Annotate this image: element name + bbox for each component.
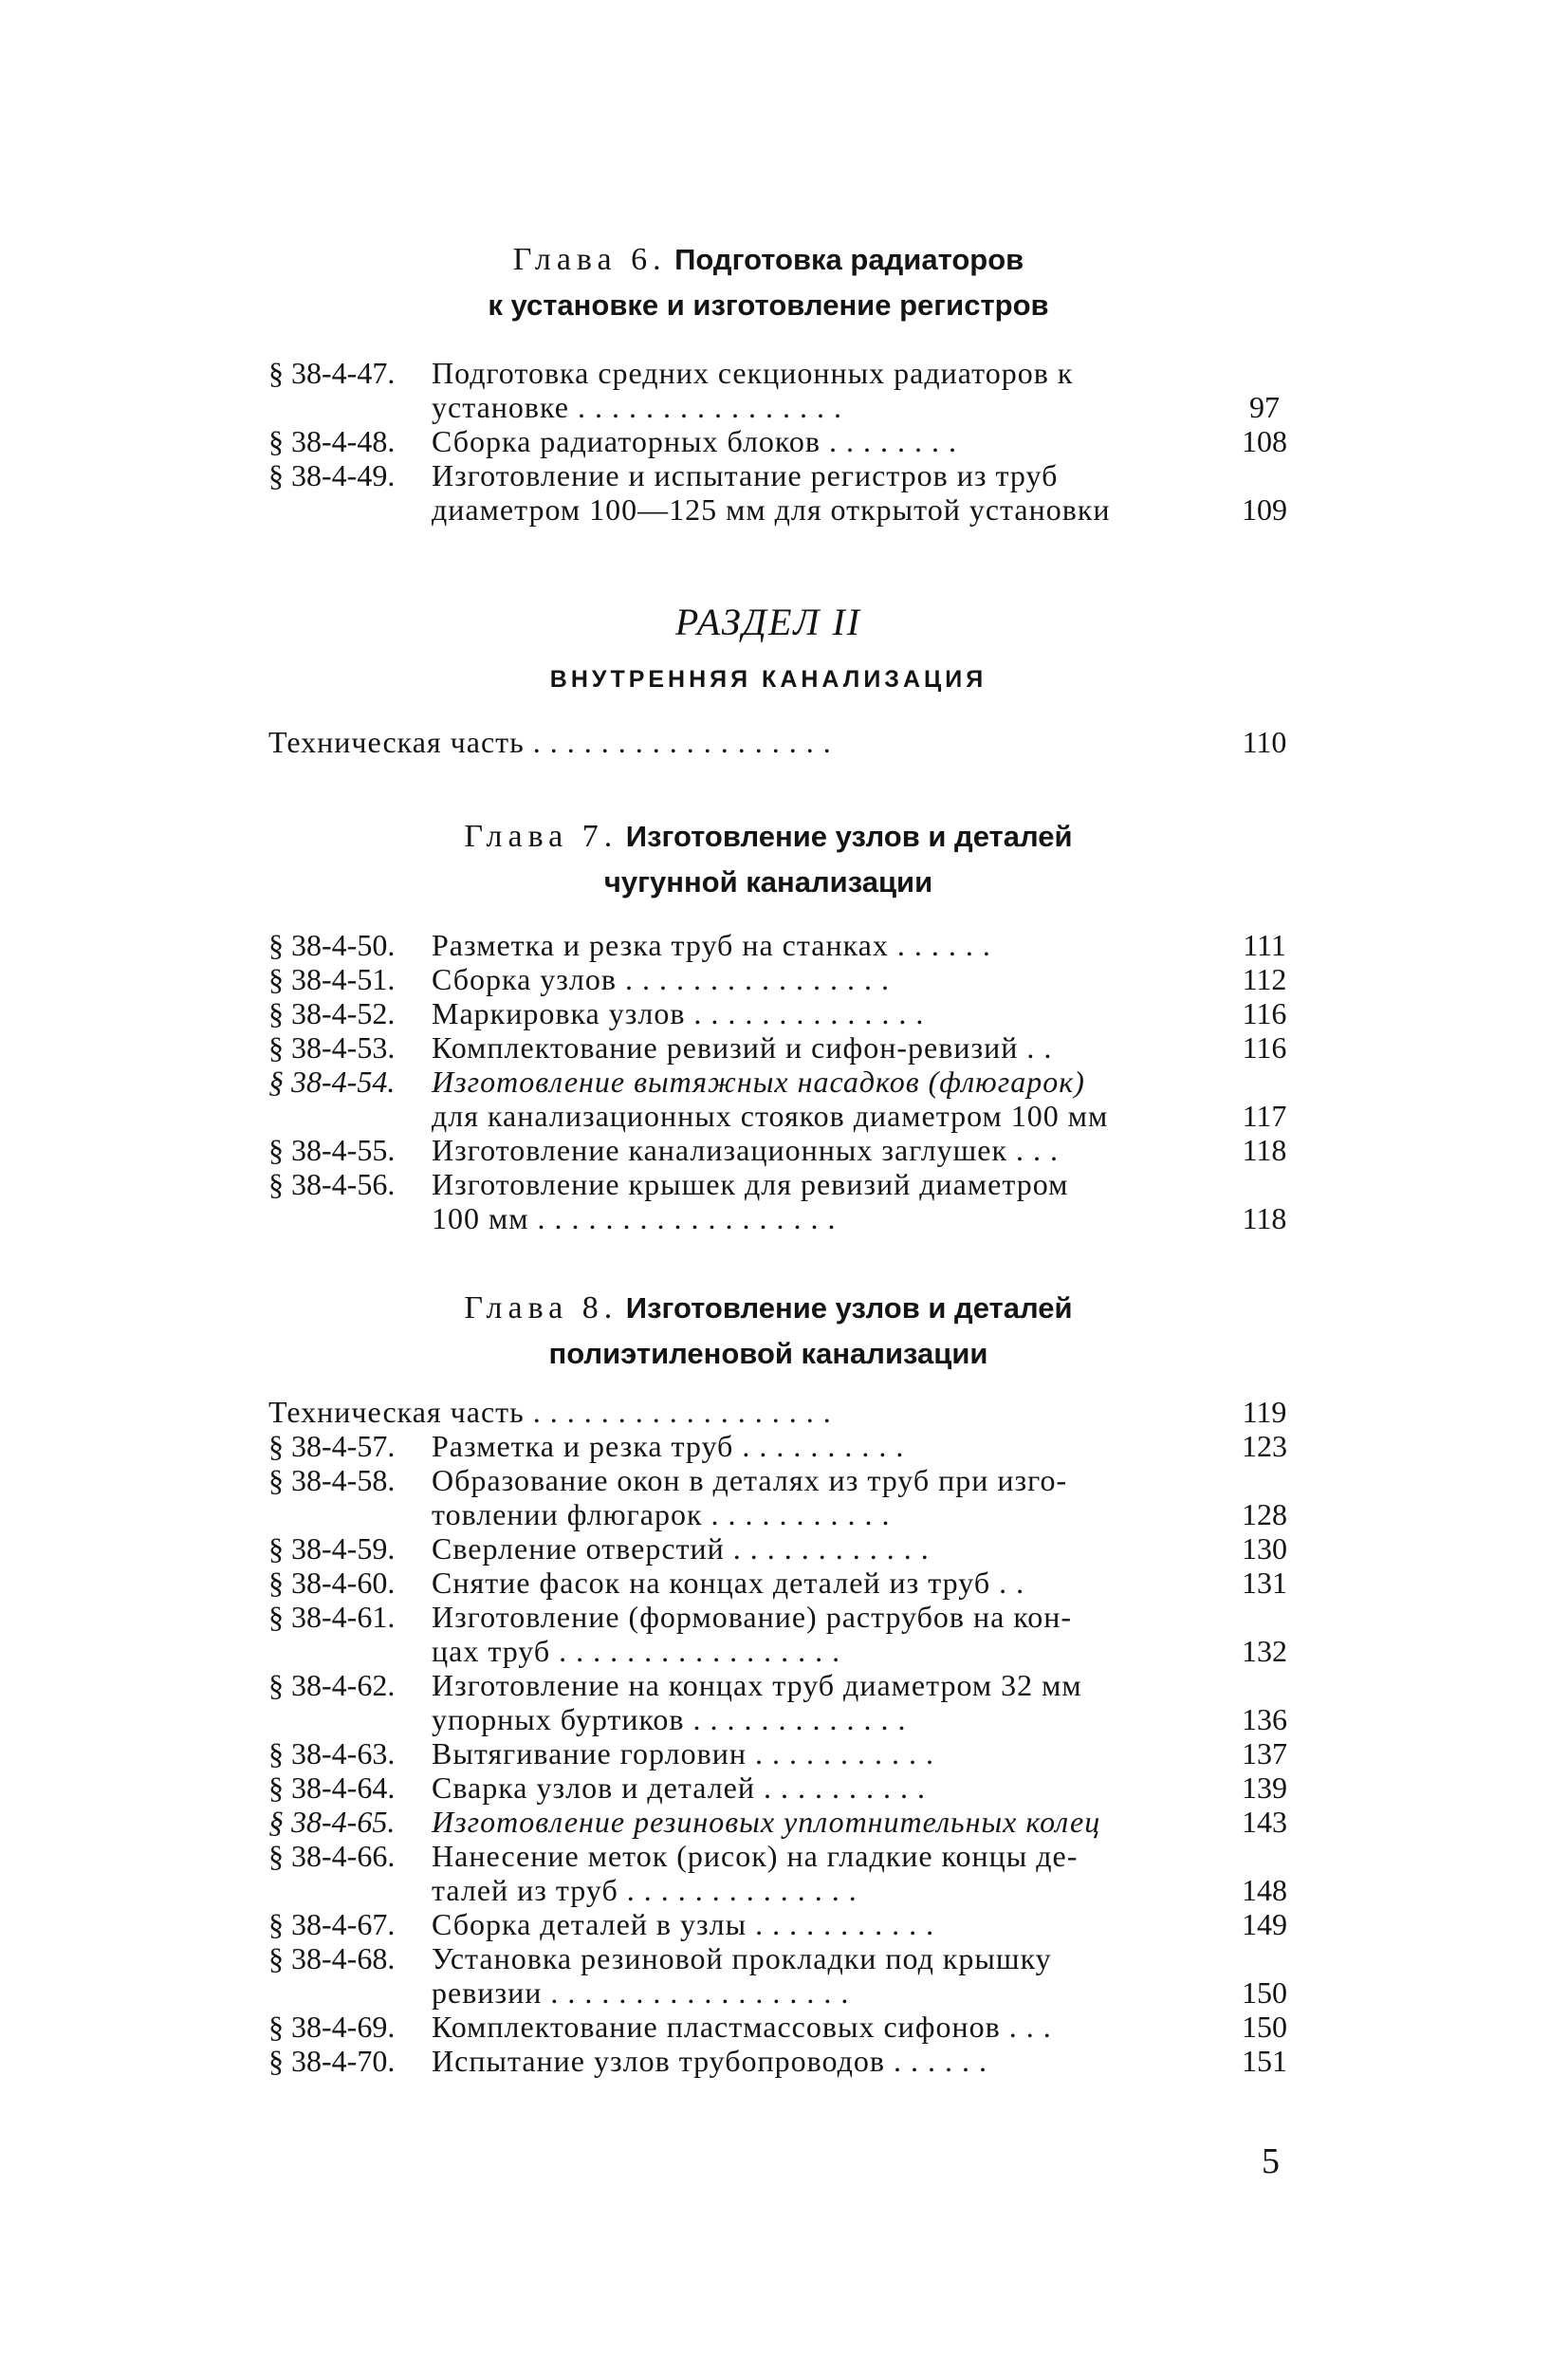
toc-entry-title: Изготовление резиновых уплотнительных колец: [432, 1805, 1101, 1839]
toc-entry[interactable]: [268, 1907, 1302, 1941]
chapter-7-toc: [268, 928, 1302, 1235]
toc-entry-title: Разметка и резка труб . . . . . . . . . .: [432, 1429, 905, 1463]
toc-entry-title: Изготовление крышек для ревизий диаметром: [432, 1167, 1069, 1201]
toc-entry-number: § 38-4-67.: [268, 1907, 396, 1941]
toc-entry-number: § 38-4-57.: [268, 1429, 396, 1463]
toc-page-number: 148: [1242, 1873, 1287, 1907]
toc-page-number: 111: [1243, 928, 1286, 962]
chapter-8-heading: [266, 1286, 1271, 1377]
toc-entry-number: § 38-4-63.: [268, 1736, 396, 1770]
toc-entry-number: § 38-4-65.: [268, 1805, 396, 1839]
toc-entry-title: Комплектование пластмассовых сифонов . . .: [432, 2010, 1052, 2044]
toc-page-number: 97: [1249, 390, 1280, 424]
toc-entry-title: Комплектование ревизий и сифон-ревизий . .: [432, 1030, 1053, 1065]
toc-entry-number: § 38-4-58.: [268, 1463, 396, 1497]
toc-entry[interactable]: [268, 1463, 1302, 1531]
toc-entry-title: Изготовление вытяжных насадков (флюгарок): [432, 1065, 1085, 1099]
toc-entry-title: Изготовление (формование) раструбов на кон-: [432, 1600, 1073, 1634]
chapter-8-title-line2: полиэтиленовой канализации: [548, 1337, 988, 1370]
toc-entry-number: § 38-4-70.: [268, 2044, 396, 2078]
toc-entry-title: Установка резиновой прокладки под крышку: [432, 1941, 1052, 1975]
toc-entry[interactable]: [268, 2044, 1302, 2078]
toc-entry-number: § 38-4-49.: [268, 458, 396, 492]
toc-page-number: 108: [1242, 424, 1287, 458]
toc-entry-number: § 38-4-60.: [268, 1566, 396, 1600]
chapter-7-title: Изготовление узлов и деталей: [625, 820, 1073, 853]
toc-entry-number: § 38-4-64.: [268, 1770, 396, 1805]
toc-entry[interactable]: [268, 928, 1302, 962]
toc-entry-title-cont: установке . . . . . . . . . . . . . . . .: [432, 390, 842, 424]
toc-entry[interactable]: [268, 1566, 1302, 1600]
toc-entry-number: § 38-4-52.: [268, 996, 396, 1030]
toc-page-number: 110: [1242, 725, 1287, 759]
toc-entry-number: § 38-4-56.: [268, 1167, 396, 1201]
toc-page-number: 116: [1242, 1030, 1287, 1065]
toc-page-number: 143: [1242, 1805, 1287, 1839]
toc-entry-title-cont: цах труб . . . . . . . . . . . . . . . . .: [432, 1634, 841, 1668]
toc-entry[interactable]: [268, 1668, 1302, 1736]
toc-entry-title: Снятие фасок на концах деталей из труб . .: [432, 1566, 1025, 1600]
section-toc: [268, 725, 1302, 759]
chapter-8-label: Глава 8.: [464, 1290, 618, 1325]
toc-entry[interactable]: [268, 1429, 1302, 1463]
toc-page-number: 139: [1242, 1770, 1287, 1805]
toc-entry[interactable]: [268, 1030, 1302, 1065]
toc-entry-title: Сверление отверстий . . . . . . . . . . . .: [432, 1531, 930, 1566]
chapter-7-label: Глава 7.: [464, 819, 618, 854]
toc-entry-title-cont: товлении флюгарок . . . . . . . . . . .: [432, 1497, 891, 1531]
toc-entry-title: Изготовление и испытание регистров из труб: [432, 458, 1059, 492]
toc-page-number: 116: [1242, 996, 1287, 1030]
page-number: 5: [1262, 2141, 1280, 2181]
toc-page-number: 150: [1242, 2010, 1287, 2044]
toc-entry-title: Изготовление канализационных заглушек . . .: [432, 1133, 1060, 1167]
toc-entry[interactable]: [268, 1839, 1302, 1907]
toc-entry[interactable]: [268, 1941, 1302, 2010]
toc-entry-technical-part[interactable]: [268, 725, 1302, 759]
toc-entry-title: Испытание узлов трубопроводов . . . . . .: [432, 2044, 987, 2078]
toc-page-number: 128: [1242, 1497, 1287, 1531]
toc-entry-title: Вытягивание горловин . . . . . . . . . . .: [432, 1736, 934, 1770]
toc-entry-title: Техническая часть . . . . . . . . . . . . . . . . . .: [268, 1395, 832, 1429]
chapter-6-toc: [268, 356, 1302, 527]
toc-entry-title: Изготовление на концах труб диаметром 32 мм: [432, 1668, 1082, 1702]
toc-page-number: 149: [1242, 1907, 1287, 1941]
toc-page-number: 118: [1242, 1201, 1287, 1235]
chapter-6-heading: [266, 237, 1271, 328]
toc-entry-title: Образование окон в деталях из труб при изго-: [432, 1463, 1068, 1497]
toc-entry-title: Нанесение меток (рисок) на гладкие концы де-: [432, 1839, 1079, 1873]
section-title: РАЗДЕЛ II: [674, 601, 862, 643]
chapter-8-toc: [268, 1395, 1302, 2078]
toc-page-number: 118: [1242, 1133, 1287, 1167]
toc-entry-title: Сварка узлов и деталей . . . . . . . . . .: [432, 1770, 926, 1805]
toc-page-number: 117: [1242, 1099, 1287, 1133]
toc-entry-number: § 38-4-69.: [268, 2010, 396, 2044]
toc-entry-number: § 38-4-54.: [268, 1065, 396, 1099]
toc-entry-title-cont: диаметром 100—125 мм для открытой установки: [432, 492, 1111, 527]
chapter-6-title-line2: к установке и изготовление регистров: [488, 288, 1049, 322]
toc-entry-number: § 38-4-53.: [268, 1030, 396, 1065]
toc-entry[interactable]: [268, 1600, 1302, 1668]
chapter-6-label: Глава 6.: [512, 242, 667, 277]
toc-page-number: 136: [1242, 1702, 1287, 1736]
toc-page-number: 131: [1242, 1566, 1287, 1600]
toc-entry-title: Подготовка средних секционных радиаторов к: [432, 356, 1074, 390]
toc-entry-number: § 38-4-59.: [268, 1531, 396, 1566]
toc-entry-number: § 38-4-55.: [268, 1133, 396, 1167]
toc-entry-technical-part[interactable]: [268, 1395, 1302, 1429]
chapter-7-title-line2: чугунной канализации: [603, 865, 933, 899]
toc-entry-number: § 38-4-47.: [268, 356, 396, 390]
toc-page-number: 132: [1242, 1634, 1287, 1668]
toc-entry-number: § 38-4-62.: [268, 1668, 396, 1702]
toc-entry[interactable]: [268, 356, 1302, 424]
toc-entry-number: § 38-4-51.: [268, 962, 396, 996]
toc-entry-number: § 38-4-66.: [268, 1839, 396, 1873]
toc-entry-title-cont: 100 мм . . . . . . . . . . . . . . . . . .: [432, 1201, 837, 1235]
toc-entry-title-cont: для канализационных стояков диаметром 100 мм: [432, 1099, 1109, 1133]
chapter-7-heading: [266, 814, 1271, 905]
toc-entry-number: § 38-4-68.: [268, 1941, 396, 1975]
toc-entry-title: Сборка узлов . . . . . . . . . . . . . . . .: [432, 962, 890, 996]
toc-page-number: 123: [1242, 1429, 1287, 1463]
toc-entry-title: Маркировка узлов . . . . . . . . . . . . . .: [432, 996, 925, 1030]
toc-entry[interactable]: [268, 2010, 1302, 2044]
chapter-8-title: Изготовление узлов и деталей: [625, 1291, 1073, 1325]
toc-entry[interactable]: [268, 1770, 1302, 1805]
toc-page-number: 109: [1242, 492, 1287, 527]
toc-entry-title-cont: талей из труб . . . . . . . . . . . . . .: [432, 1873, 858, 1907]
toc-page-number: 112: [1242, 962, 1287, 996]
toc-entry[interactable]: [268, 1736, 1302, 1770]
toc-entry[interactable]: [268, 1805, 1302, 1839]
toc-entry-number: § 38-4-48.: [268, 424, 396, 458]
toc-entry-number: § 38-4-50.: [268, 928, 396, 962]
toc-entry-title: Разметка и резка труб на станках . . . . . .: [432, 928, 991, 962]
toc-page-number: 150: [1242, 1975, 1287, 2010]
section-subtitle: ВНУТРЕННЯЯ КАНАЛИЗАЦИЯ: [549, 666, 987, 693]
toc-entry-title-cont: упорных буртиков . . . . . . . . . . . . .: [432, 1702, 907, 1736]
toc-page-number: 119: [1242, 1395, 1287, 1429]
toc-page-number: 130: [1242, 1531, 1287, 1566]
toc-entry[interactable]: [268, 1531, 1302, 1566]
toc-page-number: 151: [1242, 2044, 1287, 2078]
toc-entry-title: Сборка деталей в узлы . . . . . . . . . . .: [432, 1907, 935, 1941]
toc-entry[interactable]: [268, 424, 1302, 458]
toc-entry-title: Техническая часть . . . . . . . . . . . . . . . . . .: [268, 725, 832, 759]
toc-entry[interactable]: [268, 1133, 1302, 1167]
toc-entry[interactable]: [268, 962, 1302, 996]
toc-entry[interactable]: [268, 996, 1302, 1030]
toc-entry-title-cont: ревизии . . . . . . . . . . . . . . . . . .: [432, 1975, 850, 2010]
toc-page-number: 137: [1242, 1736, 1287, 1770]
toc-entry-number: § 38-4-61.: [268, 1600, 396, 1634]
toc-entry-title: Сборка радиаторных блоков . . . . . . . .: [432, 424, 957, 458]
chapter-6-title: Подготовка радиаторов: [674, 243, 1024, 276]
toc-entry[interactable]: [268, 1065, 1302, 1133]
toc-entry[interactable]: [268, 1167, 1302, 1235]
toc-entry[interactable]: [268, 458, 1302, 527]
